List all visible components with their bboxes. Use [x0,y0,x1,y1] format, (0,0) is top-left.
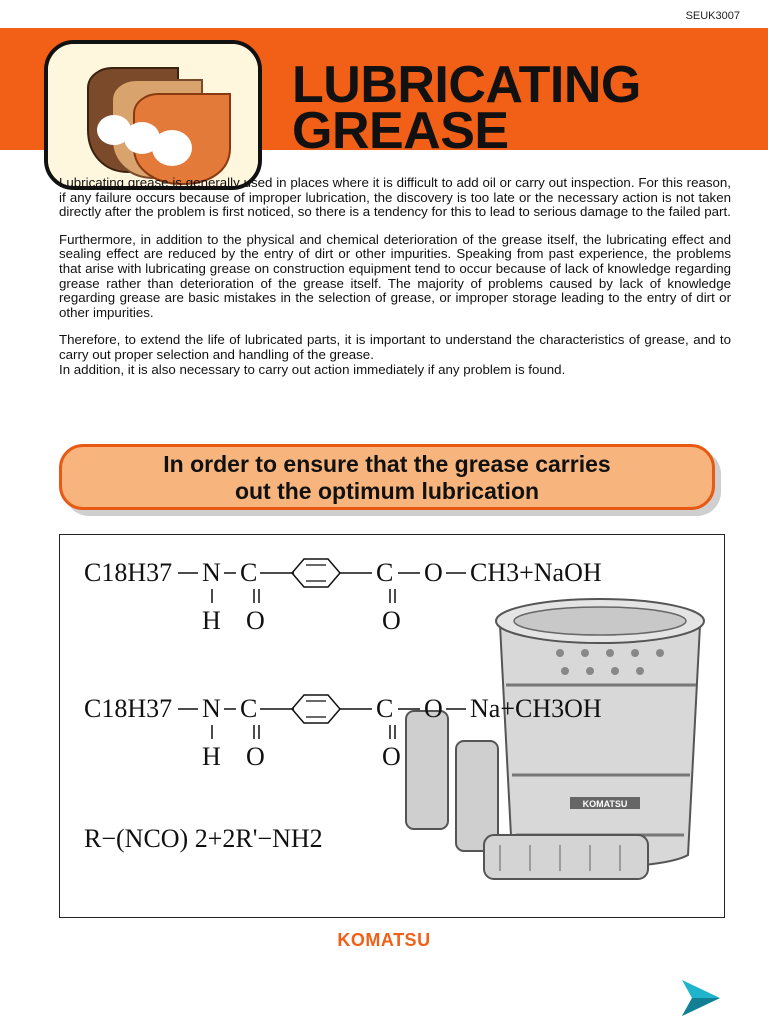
formula-illustration [60,535,723,916]
ester-c: C [376,694,394,723]
document-code: SEUK3007 [685,10,740,22]
ester-carbonyl-o: O [382,606,401,635]
alkyl-group: C18H37 [84,694,173,723]
alkyl-group: C18H37 [84,558,173,587]
carbonyl-o: O [246,606,265,635]
grease-drops-logo-icon [48,44,258,186]
methyl-naoh: CH3+NaOH [470,558,602,587]
amide-n: N [202,558,221,587]
callout-line-1: In order to ensure that the grease carries [163,451,611,477]
title-line-2: GREASE [292,102,509,160]
amide-n: N [202,694,221,723]
amide-c: C [240,694,258,723]
next-page-arrow-icon[interactable] [680,978,722,1018]
title-line-1: LUBRICATING [292,56,641,114]
ester-c: C [376,558,394,587]
komatsu-logo: KOMATSU [337,930,431,950]
sodium-methanol: Na+CH3OH [470,694,602,723]
callout-box [59,444,715,510]
amide-c: C [240,558,258,587]
bucket-brand-label: KOMATSU [582,799,628,809]
grease-logo [44,40,262,190]
page-title [292,56,641,160]
formula-panel [59,534,725,918]
carbonyl-o: O [246,742,265,771]
title-banner [0,28,768,160]
callout-line-2: out the optimum lubrication [234,478,540,504]
formula-3: R−(NCO) 2+2R'−NH2 [84,824,323,853]
hydrogen: H [202,606,221,635]
intro-paragraph: Furthermore, in addition to the physical and chemical deterioration of the grease itself, the lubricating effect and sealing effect are reduced by the entry of dirt or other impurities. Speaking from past experience, the problems that arise with lubricating grease on construction equipment tend to occur because of lack of knowledge regarding grease rather than deterioration of the grease itself. The majority of problems caused by lack of knowledge regarding grease are basic mistakes in the selection of grease, or improper storage leading to the entry of dirt or other impurities. [59,231,731,320]
ester-o: O [424,694,443,723]
hydrogen: H [202,742,221,771]
intro-paragraph: Therefore, to extend the life of lubricated parts, it is important to understand the characteristics of grease, and to carry out proper selection and handling of the grease. [59,332,731,362]
intro-text [59,176,731,390]
grease-bucket-illustration [406,599,704,879]
ester-o: O [424,558,443,587]
intro-paragraph: In addition, it is also necessary to carry out action immediately if any problem is found. [59,361,566,377]
ester-carbonyl-o: O [382,742,401,771]
intro-paragraph: Lubricating grease is generally used in places where it is difficult to add oil or carry out inspection. For this reason, if any failure occurs because of improper lubrication, the discovery is too late or the necessary action is not taken directly after the problem is first noticed, so there is a tendency for this to lead to serious damage to the failed part. [59,175,731,220]
